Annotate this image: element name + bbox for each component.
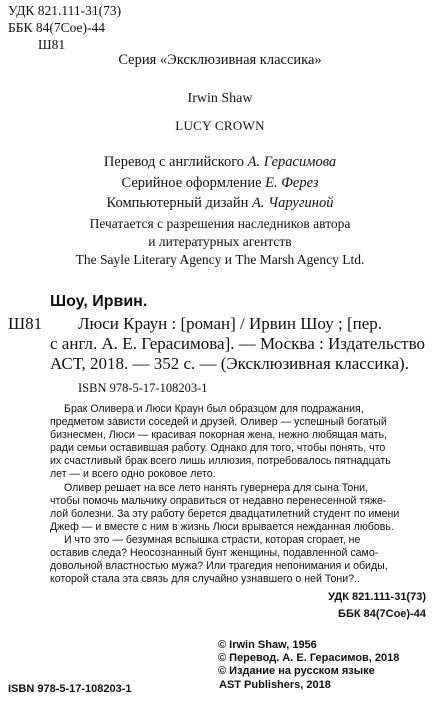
bbk-code: ББК 84(7Сое)-44: [8, 20, 106, 35]
bib-description: Люси Краун : [роман] / Ирвин Шоу ; [пер. с англ. А. Е. Герасимова]. — Москва : Издательство АСТ, 2018. — 352 с. — (Эксклюзивная классика).: [50, 314, 426, 373]
credit-name: А. Чаругиной: [252, 195, 334, 211]
footer-isbn: ISBN 978-5-17-108203-1: [8, 683, 132, 695]
annotation-line: бизнесмен, Люси — красивая покорная жена, нежно любящая мать,: [50, 429, 387, 442]
annotation-line: Оливер решает на все лето нанять гувернера для сына Тони,: [64, 481, 369, 494]
credit-computer-design: Компьютерный дизайн А. Чаругиной: [106, 195, 334, 211]
footer-udk: УДК 821.111-31(73): [328, 591, 426, 603]
credit-translation: Перевод с английского А. Герасимова: [103, 154, 337, 170]
annotation-line: лет — и всего одно роковое лето.: [50, 468, 216, 481]
permission-notice: Печатается с разрешения наследников автора и литературных агентств The Sayle Literary Agency и The Marsh Agency Ltd.: [75, 216, 365, 267]
annotation-line: оставив следа? Неосознанный бунт женщины, подавленной само-: [50, 547, 379, 560]
annotation-line: Джеф — и вместе с ним в жизнь Люси врывается нежданная любовь.: [50, 520, 394, 533]
bib-cutter: Ш81: [8, 314, 43, 333]
annotation-line: довольной властностью мужа? Или трагедия непонимания и обиды,: [50, 560, 388, 573]
annotation-line: их счастливый брак всего лишь иллюзия, потребовалось пятнадцать: [50, 455, 391, 468]
cutter-code: Ш81: [38, 37, 66, 52]
credit-series-design: Серийное оформление Е. Ферез: [121, 174, 319, 191]
udk-code: УДК 821.111-31(73): [8, 3, 122, 18]
annotation: [50, 403, 428, 586]
annotation-line: лой болезни. За эту работу берется двадцатилетний студент по имени: [50, 507, 400, 520]
series-title: Серия «Эксклюзивная классика»: [118, 52, 322, 68]
catalog-block: [8, 2, 121, 53]
annotation-line: ради семьи оставившая работу. Однако для того, чтобы понять, что: [50, 442, 386, 455]
annotation-line: чтобы помочь мальчику оправиться от недавно перенесенной тяже-: [50, 494, 387, 507]
bib-isbn: ISBN 978-5-17-108203-1: [78, 381, 208, 395]
credits-block: [0, 152, 440, 214]
annotation-line: И что это — безумная вспышка страсти, которая сгорает, не: [64, 533, 361, 546]
annotation-line: предметом зависти соседей и друзей. Оливер — успешный богатый: [50, 416, 387, 429]
copyright-block: © Irwin Shaw, 1956 © Перевод. А. Е. Герасимов, 2018 © Издание на русском языке AST Publishers, 2018: [218, 639, 400, 691]
credit-name: А. Герасимова: [247, 154, 337, 170]
footer-catalog: [328, 589, 426, 623]
annotation-line: которой стала эта связь для случайно узнавшего о ней Тони?..: [50, 573, 360, 586]
title-original: LUCY CROWN: [175, 118, 265, 133]
annotation-line: Брак Оливера и Люси Краун был образцом для подражания,: [64, 403, 364, 415]
credit-name: Е. Ферез: [265, 174, 319, 191]
footer-bbk: ББК 84(7Сое)-44: [338, 608, 426, 620]
author-original: Irwin Shaw: [187, 91, 253, 106]
bib-heading: Шоу, Ирвин.: [50, 293, 148, 310]
